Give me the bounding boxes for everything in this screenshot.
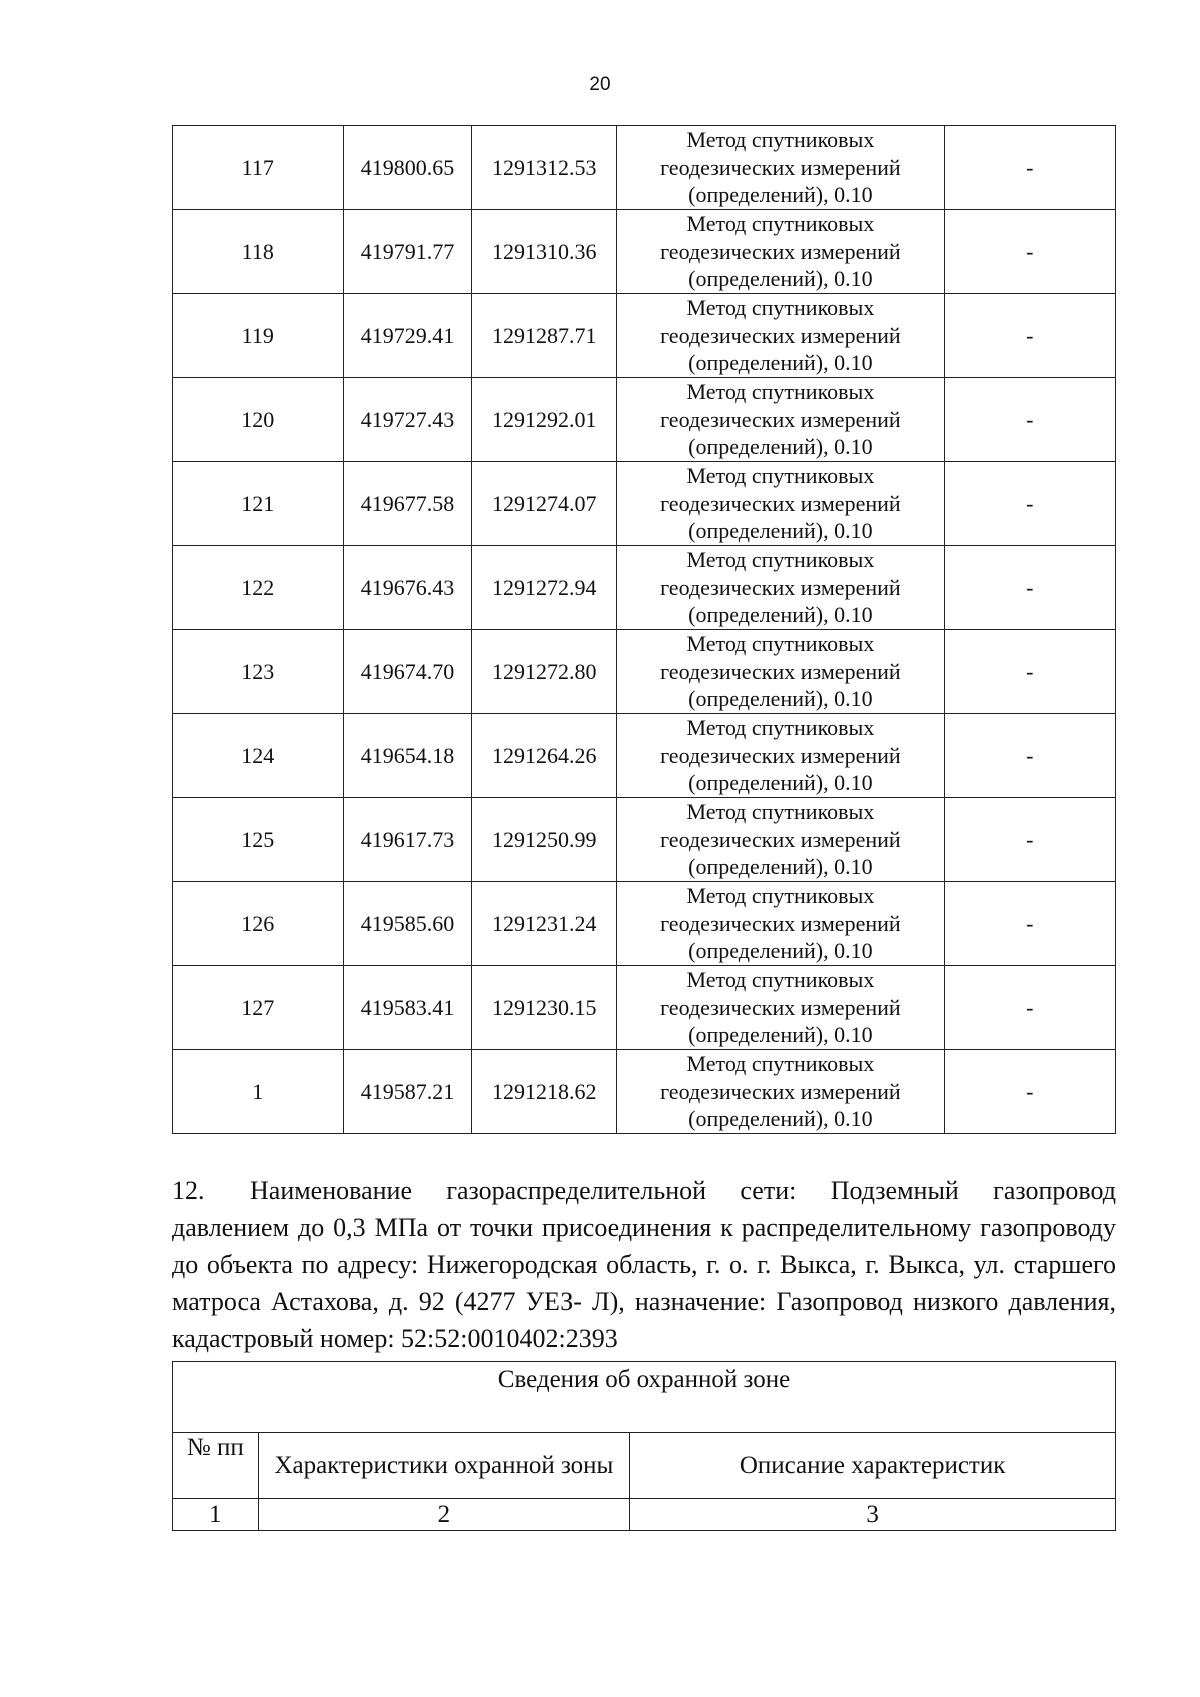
x-coordinate-cell-text: 419727.43 bbox=[360, 406, 455, 432]
y-coordinate-cell-text: 1291250.99 bbox=[492, 826, 597, 852]
x-coordinate-cell-text: 419791.77 bbox=[360, 238, 455, 264]
note-cell-text: - bbox=[1026, 910, 1034, 936]
x-coordinate-cell-text: 419654.18 bbox=[360, 742, 455, 768]
method-cell bbox=[617, 462, 944, 546]
zone-col-number-header: № пп bbox=[173, 1433, 259, 1499]
method-line: (определений), 0.10 bbox=[688, 602, 873, 628]
note-cell-text: - bbox=[1026, 658, 1034, 684]
note-cell bbox=[944, 714, 1115, 798]
y-coordinate-cell-text: 1291231.24 bbox=[492, 910, 597, 936]
zone-table-header-row bbox=[173, 1433, 1116, 1499]
y-coordinate-cell bbox=[472, 546, 617, 630]
y-coordinate-cell-text: 1291218.62 bbox=[492, 1078, 597, 1104]
x-coordinate-cell bbox=[343, 630, 472, 714]
y-coordinate-cell bbox=[472, 1050, 617, 1134]
note-cell-text: - bbox=[1026, 1078, 1034, 1104]
y-coordinate-cell bbox=[472, 126, 617, 210]
x-coordinate-cell-text: 419676.43 bbox=[360, 574, 455, 600]
x-coordinate-cell-text: 419583.41 bbox=[360, 994, 455, 1020]
method-line: (определений), 0.10 bbox=[688, 434, 873, 460]
x-coordinate-cell bbox=[343, 882, 472, 966]
table-row bbox=[173, 882, 1116, 966]
point-cell-text: 1 bbox=[252, 1078, 264, 1104]
note-cell bbox=[944, 966, 1115, 1050]
y-coordinate-cell-text: 1291272.94 bbox=[492, 574, 597, 600]
note-cell bbox=[944, 798, 1115, 882]
y-coordinate-cell bbox=[472, 966, 617, 1050]
x-coordinate-cell bbox=[343, 1050, 472, 1134]
x-coordinate-cell bbox=[343, 294, 472, 378]
point-cell bbox=[173, 210, 344, 294]
point-cell bbox=[173, 630, 344, 714]
y-coordinate-cell-text: 1291310.36 bbox=[492, 238, 597, 264]
method-line: (определений), 0.10 bbox=[688, 770, 873, 796]
x-coordinate-cell bbox=[343, 126, 472, 210]
method-line: Метод спутниковых bbox=[686, 1051, 875, 1077]
note-cell bbox=[944, 546, 1115, 630]
point-cell bbox=[173, 294, 344, 378]
point-cell-text: 120 bbox=[241, 406, 275, 432]
method-line: (определений), 0.10 bbox=[688, 1022, 873, 1048]
method-line: Метод спутниковых bbox=[686, 379, 875, 405]
method-cell bbox=[617, 126, 944, 210]
point-cell-text: 126 bbox=[241, 910, 275, 936]
method-line: (определений), 0.10 bbox=[688, 518, 873, 544]
coordinates-table-body bbox=[173, 126, 1116, 1134]
method-line: (определений), 0.10 bbox=[688, 686, 873, 712]
point-cell bbox=[173, 462, 344, 546]
y-coordinate-cell-text: 1291264.26 bbox=[492, 742, 597, 768]
point-cell bbox=[173, 714, 344, 798]
method-cell bbox=[617, 966, 944, 1050]
zone-col-characteristics-header: Характеристики охранной зоны bbox=[258, 1433, 630, 1499]
method-line: геодезических измерений bbox=[660, 826, 901, 852]
method-line: геодезических измерений bbox=[660, 910, 901, 936]
point-cell bbox=[173, 1050, 344, 1134]
method-cell bbox=[617, 630, 944, 714]
point-cell bbox=[173, 378, 344, 462]
point-cell-text: 125 bbox=[241, 826, 275, 852]
y-coordinate-cell-text: 1291292.01 bbox=[492, 406, 597, 432]
method-line: (определений), 0.10 bbox=[688, 182, 873, 208]
table-row bbox=[173, 630, 1116, 714]
method-cell bbox=[617, 714, 944, 798]
note-cell bbox=[944, 1050, 1115, 1134]
y-coordinate-cell bbox=[472, 294, 617, 378]
method-line: (определений), 0.10 bbox=[688, 266, 873, 292]
point-cell bbox=[173, 546, 344, 630]
table-row bbox=[173, 798, 1116, 882]
y-coordinate-cell-text: 1291230.15 bbox=[492, 994, 597, 1020]
zone-col-description-header: Описание характеристик bbox=[630, 1433, 1116, 1499]
method-line: (определений), 0.10 bbox=[688, 350, 873, 376]
note-cell-text: - bbox=[1026, 574, 1034, 600]
note-cell bbox=[944, 630, 1115, 714]
method-line: геодезических измерений bbox=[660, 490, 901, 516]
point-cell-text: 122 bbox=[241, 574, 275, 600]
table-row bbox=[173, 714, 1116, 798]
point-cell-text: 118 bbox=[241, 238, 274, 264]
y-coordinate-cell-text: 1291287.71 bbox=[492, 322, 597, 348]
note-cell-text: - bbox=[1026, 490, 1034, 516]
zone-table-number-row bbox=[173, 1499, 1116, 1531]
method-line: Метод спутниковых bbox=[686, 715, 875, 741]
table-row bbox=[173, 462, 1116, 546]
point-cell-text: 119 bbox=[241, 322, 274, 348]
method-line: Метод спутниковых bbox=[686, 547, 875, 573]
y-coordinate-cell bbox=[472, 630, 617, 714]
note-cell-text: - bbox=[1026, 322, 1034, 348]
method-cell bbox=[617, 210, 944, 294]
point-cell bbox=[173, 882, 344, 966]
method-line: Метод спутниковых bbox=[686, 127, 875, 153]
y-coordinate-cell bbox=[472, 882, 617, 966]
x-coordinate-cell-text: 419585.60 bbox=[360, 910, 455, 936]
note-cell bbox=[944, 294, 1115, 378]
table-row bbox=[173, 210, 1116, 294]
method-line: геодезических измерений bbox=[660, 574, 901, 600]
point-cell bbox=[173, 798, 344, 882]
y-coordinate-cell bbox=[472, 798, 617, 882]
point-cell bbox=[173, 966, 344, 1050]
method-line: геодезических измерений bbox=[660, 1078, 901, 1104]
x-coordinate-cell bbox=[343, 462, 472, 546]
x-coordinate-cell-text: 419677.58 bbox=[360, 490, 455, 516]
x-coordinate-cell bbox=[343, 378, 472, 462]
point-cell-text: 117 bbox=[241, 154, 274, 180]
note-cell-text: - bbox=[1026, 406, 1034, 432]
section-paragraph bbox=[172, 1172, 1116, 1357]
method-line: геодезических измерений bbox=[660, 322, 901, 348]
y-coordinate-cell bbox=[472, 210, 617, 294]
x-coordinate-cell-text: 419617.73 bbox=[360, 826, 455, 852]
x-coordinate-cell bbox=[343, 966, 472, 1050]
method-cell bbox=[617, 882, 944, 966]
method-line: геодезических измерений bbox=[660, 154, 901, 180]
table-row bbox=[173, 294, 1116, 378]
method-cell bbox=[617, 378, 944, 462]
method-line: Метод спутниковых bbox=[686, 883, 875, 909]
x-coordinate-cell-text: 419674.70 bbox=[360, 658, 455, 684]
method-line: геодезических измерений bbox=[660, 658, 901, 684]
method-cell bbox=[617, 798, 944, 882]
note-cell-text: - bbox=[1026, 154, 1034, 180]
section-number: 12. bbox=[172, 1176, 205, 1205]
method-line: геодезических измерений bbox=[660, 406, 901, 432]
point-cell-text: 124 bbox=[241, 742, 275, 768]
method-line: Метод спутниковых bbox=[686, 967, 875, 993]
note-cell bbox=[944, 462, 1115, 546]
note-cell bbox=[944, 378, 1115, 462]
method-line: Метод спутниковых bbox=[686, 631, 875, 657]
table-row bbox=[173, 966, 1116, 1050]
method-line: геодезических измерений bbox=[660, 238, 901, 264]
point-cell-text: 127 bbox=[241, 994, 275, 1020]
table-row bbox=[173, 126, 1116, 210]
section-text: Наименование газораспределительной сети: Подземный газопровод давлением до 0,3 МПа от точки присоединения к распределительному газопроводу до объекта по адресу: Нижегородская область, г. о. г. Выкса, г. Выкса, ул. старшего матроса Астахова, д. 92 (4277 УЕЗ- Л), назначение: Газопровод низкого давления, кадастровый номер: 52:52:0010402:2393 bbox=[172, 1176, 1116, 1353]
protection-zone-table bbox=[172, 1361, 1116, 1531]
table-row bbox=[173, 546, 1116, 630]
x-coordinate-cell bbox=[343, 210, 472, 294]
y-coordinate-cell bbox=[472, 462, 617, 546]
zone-table-title-row bbox=[173, 1362, 1116, 1433]
note-cell bbox=[944, 882, 1115, 966]
method-line: Метод спутниковых bbox=[686, 211, 875, 237]
method-cell bbox=[617, 546, 944, 630]
point-cell-text: 123 bbox=[241, 658, 275, 684]
method-line: геодезических измерений bbox=[660, 742, 901, 768]
x-coordinate-cell-text: 419587.21 bbox=[360, 1078, 455, 1104]
point-cell bbox=[173, 126, 344, 210]
method-line: Метод спутниковых bbox=[686, 799, 875, 825]
zone-table-title: Сведения об охранной зоне bbox=[173, 1362, 1116, 1433]
zone-col-characteristics-index: 2 bbox=[258, 1499, 630, 1531]
note-cell-text: - bbox=[1026, 238, 1034, 264]
zone-col-number-index: 1 bbox=[173, 1499, 259, 1531]
note-cell-text: - bbox=[1026, 742, 1034, 768]
note-cell bbox=[944, 210, 1115, 294]
table-row bbox=[173, 378, 1116, 462]
table-row bbox=[173, 1050, 1116, 1134]
coordinates-table bbox=[172, 125, 1116, 1134]
y-coordinate-cell bbox=[472, 378, 617, 462]
x-coordinate-cell bbox=[343, 798, 472, 882]
x-coordinate-cell-text: 419800.65 bbox=[360, 154, 455, 180]
note-cell-text: - bbox=[1026, 826, 1034, 852]
point-cell-text: 121 bbox=[241, 490, 275, 516]
method-line: Метод спутниковых bbox=[686, 295, 875, 321]
y-coordinate-cell-text: 1291274.07 bbox=[492, 490, 597, 516]
method-cell bbox=[617, 1050, 944, 1134]
page-number: 20 bbox=[589, 74, 611, 95]
y-coordinate-cell-text: 1291312.53 bbox=[492, 154, 597, 180]
y-coordinate-cell-text: 1291272.80 bbox=[492, 658, 597, 684]
method-line: (определений), 0.10 bbox=[688, 938, 873, 964]
x-coordinate-cell-text: 419729.41 bbox=[360, 322, 455, 348]
method-line: (определений), 0.10 bbox=[688, 1106, 873, 1132]
method-line: Метод спутниковых bbox=[686, 463, 875, 489]
zone-col-description-index: 3 bbox=[630, 1499, 1116, 1531]
note-cell bbox=[944, 126, 1115, 210]
x-coordinate-cell bbox=[343, 546, 472, 630]
method-line: (определений), 0.10 bbox=[688, 854, 873, 880]
method-cell bbox=[617, 294, 944, 378]
note-cell-text: - bbox=[1026, 994, 1034, 1020]
method-line: геодезических измерений bbox=[660, 994, 901, 1020]
y-coordinate-cell bbox=[472, 714, 617, 798]
x-coordinate-cell bbox=[343, 714, 472, 798]
